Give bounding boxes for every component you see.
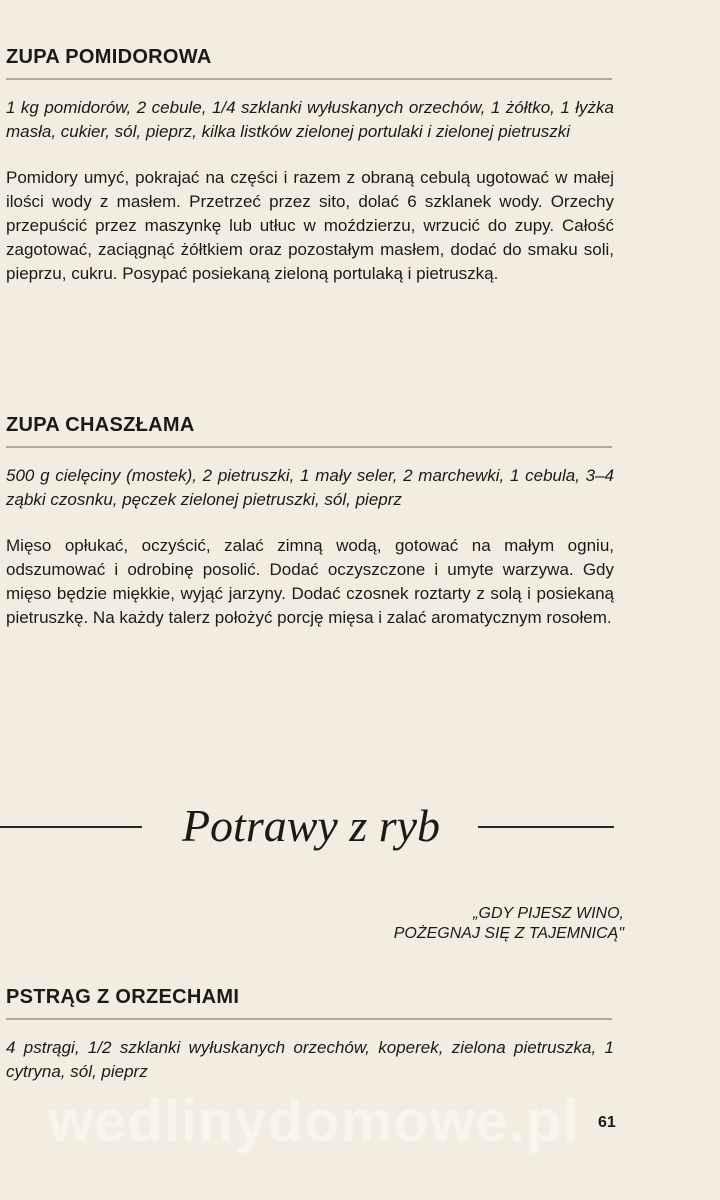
title-divider [6, 78, 612, 80]
title-divider [6, 446, 612, 448]
watermark: wedlinydomowe.pl [48, 1089, 580, 1154]
section-rule-right [478, 826, 614, 828]
recipe-method: Pomidory umyć, pokrajać na części i razem z obraną cebulą ugotować w małej ilości wody z masłem. Przetrzeć przez sito, dolać 6 szklanek wody. Orzechy przepuścić przez maszynkę lub utłuc w moździerzu, wrzucić do zupy. Całość zagotować, zaciągnąć żółtkiem oraz pozostałym masłem, dodać do smaku soli, pieprzu, cukru. Posypać posiekaną zieloną portulaką i pietruszką. [6, 168, 614, 283]
recipe-title: PSTRĄG Z ORZECHAMI [6, 986, 240, 1008]
section-motto [394, 904, 624, 944]
section-title: Potrawy z ryb [181, 800, 441, 851]
recipe-pstrag-z-orzechami [6, 984, 614, 1084]
page-number: 61 [598, 1114, 616, 1131]
recipe-ingredients: 1 kg pomidorów, 2 cebule, 1/4 szklanki wyłuskanych orzechów, 1 żółtko, 1 łyżka masła, cukier, sól, pieprz, kilka listków zielonej portulaki i zielonej pietruszki [6, 98, 614, 141]
title-divider [6, 1018, 612, 1020]
section-rule-left [0, 826, 142, 828]
motto-line-1: „GDY PIJESZ WINO, [473, 905, 624, 922]
recipe-zupa-chaszlama [6, 412, 614, 630]
recipe-ingredients: 500 g cielęciny (mostek), 2 pietruszki, 1 mały seler, 2 marchewki, 1 cebula, 3–4 ząbki czosnku, pęczek zielonej pietruszki, sól, pieprz [6, 466, 614, 509]
recipe-title: ZUPA POMIDOROWA [6, 46, 212, 68]
section-heading [0, 798, 620, 858]
recipe-zupa-pomidorowa [6, 44, 614, 286]
recipe-title: ZUPA CHASZŁAMA [6, 414, 195, 436]
recipe-ingredients: 4 pstrągi, 1/2 szklanki wyłuskanych orzechów, koperek, zielona pietruszka, 1 cytryna, sól, pieprz [6, 1038, 614, 1081]
recipe-method: Mięso opłukać, oczyścić, zalać zimną wodą, gotować na małym ogniu, odszumować i odrobinę posolić. Dodać oczyszczone i umyte warzywa. Gdy mięso będzie miękkie, wyjąć jarzyny. Dodać czosnek roztarty z solą i posiekaną pietruszkę. Na każdy talerz położyć porcję mięsa i zalać aromatycznym rosołem. [6, 536, 614, 627]
motto-line-2: POŻEGNAJ SIĘ Z TAJEMNICĄ" [393, 925, 624, 942]
